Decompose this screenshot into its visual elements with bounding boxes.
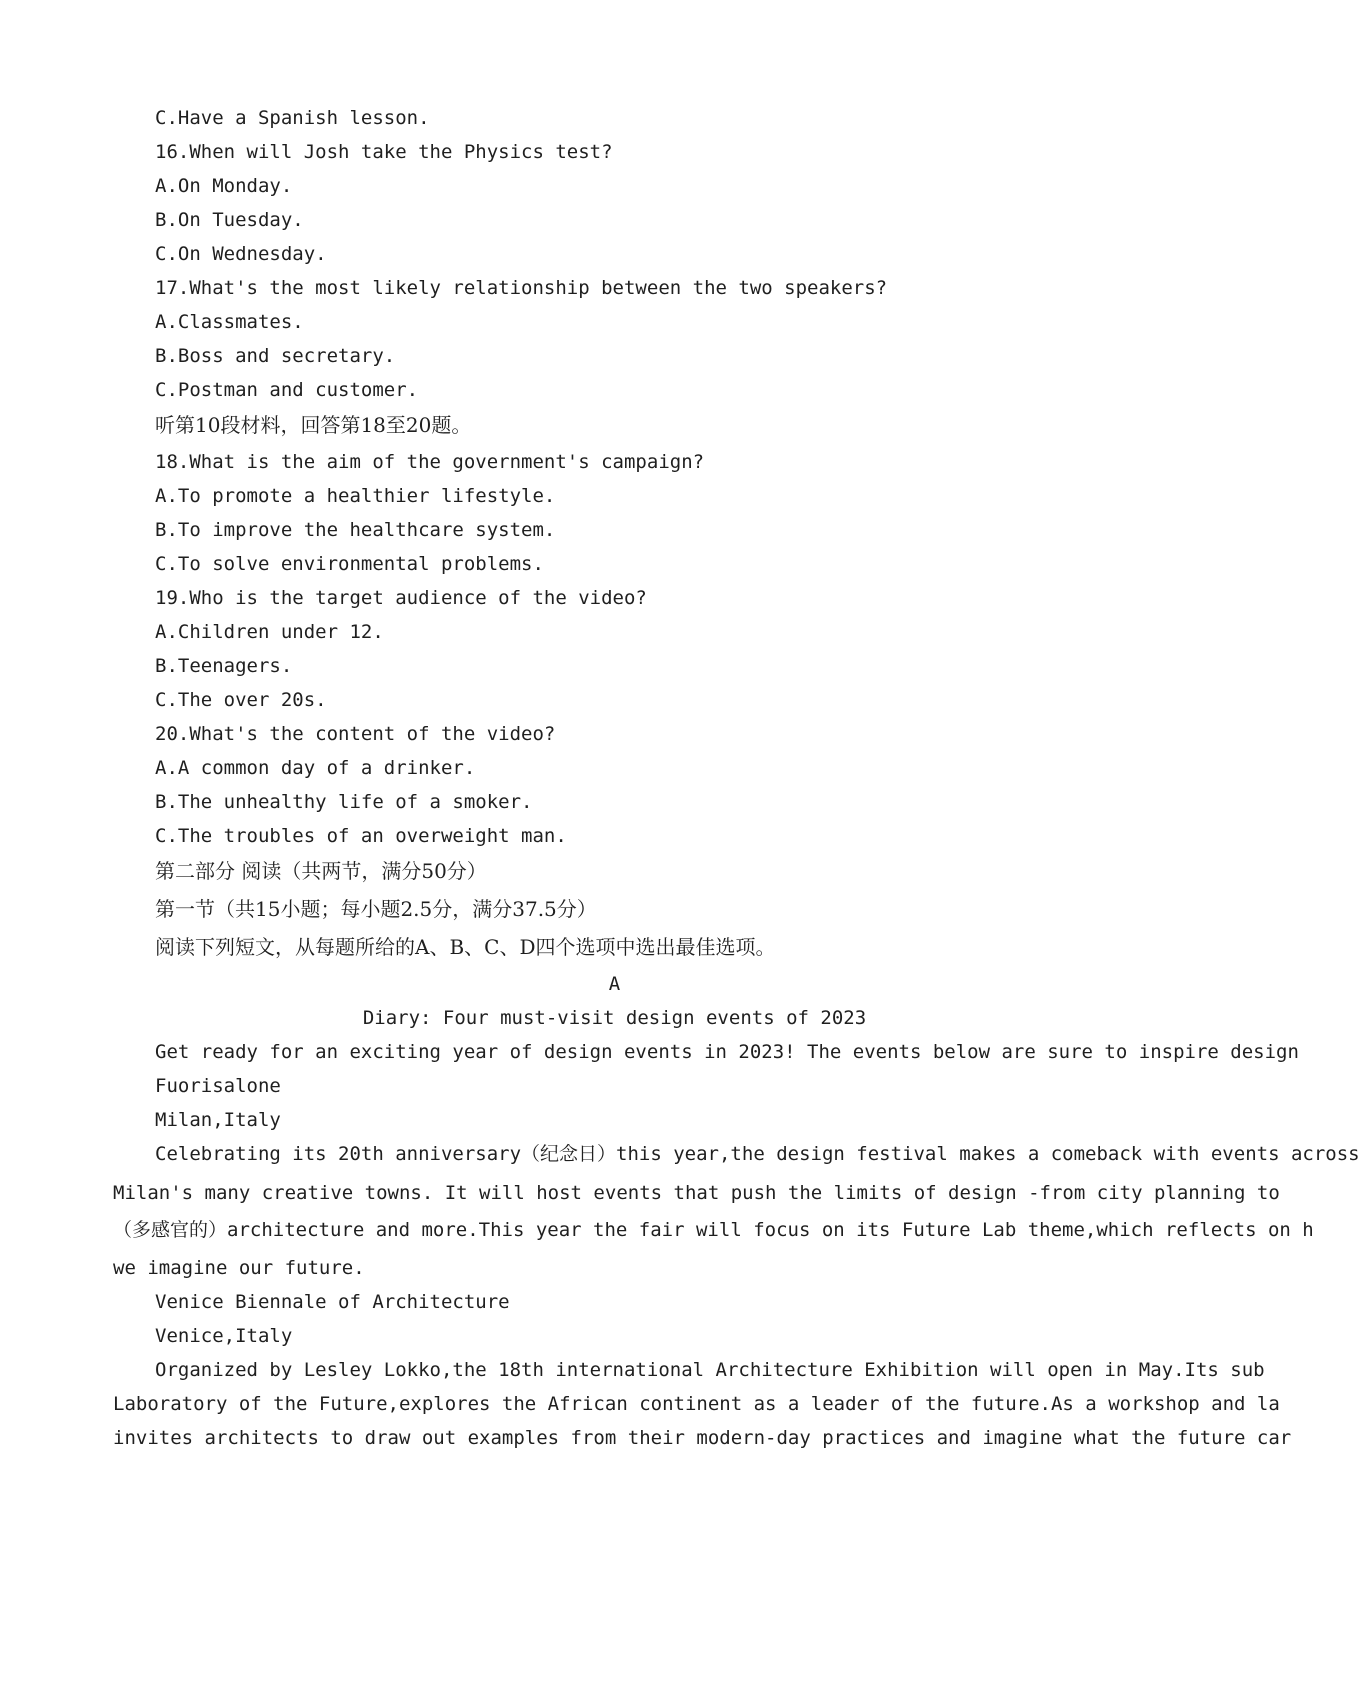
passage-label: A [608, 973, 621, 995]
q16-option-b: B.On Tuesday. [155, 209, 304, 231]
event1-name: Fuorisalone [155, 1075, 281, 1097]
q19-option-c: C.The over 20s. [155, 689, 327, 711]
q17-option-b: B.Boss and secretary. [155, 345, 396, 367]
event1-paragraph-line: Celebrating its 20th anniversary（纪念日）this year,the design festival makes a comeback with events across [155, 1143, 1360, 1165]
q17-option-a: A.Classmates. [155, 311, 304, 333]
passage-intro: Get ready for an exciting year of design events in 2023! The events below are sure to inspire design [155, 1041, 1299, 1063]
q18-option-a: A.To promote a healthier lifestyle. [155, 485, 556, 507]
q19-option-a: A.Children under 12. [155, 621, 384, 643]
q19-option-b: B.Teenagers. [155, 655, 293, 677]
q16-option-a: A.On Monday. [155, 175, 293, 197]
section10-instruction: 听第10段材料，回答第18至20题。 [155, 413, 472, 437]
event2-paragraph-line: Organized by Lesley Lokko,the 18th international Architecture Exhibition will open in May.Its sub [155, 1359, 1265, 1381]
event1-paragraph-line: we imagine our future. [113, 1257, 365, 1279]
reading-part-title: 第二部分 阅读（共两节，满分50分） [155, 859, 487, 883]
event2-paragraph-line: invites architects to draw out examples from their modern-day practices and imagine what the future car [113, 1427, 1292, 1449]
q18-option-b: B.To improve the healthcare system. [155, 519, 556, 541]
q20-option-c: C.The troubles of an overweight man. [155, 825, 567, 847]
event1-paragraph-line: （多感官的）architecture and more.This year the fair will focus on its Future Lab theme,which reflects on h [113, 1219, 1314, 1241]
q16-option-c: C.On Wednesday. [155, 243, 327, 265]
q15-option-c: C.Have a Spanish lesson. [155, 107, 430, 129]
event1-location: Milan,Italy [155, 1109, 281, 1131]
passage-title: Diary: Four must-visit design events of 2023 [362, 1007, 867, 1029]
q18-option-c: C.To solve environmental problems. [155, 553, 544, 575]
q17-question: 17.What's the most likely relationship between the two speakers? [155, 277, 888, 299]
q19-question: 19.Who is the target audience of the video? [155, 587, 647, 609]
q18-question: 18.What is the aim of the government's campaign? [155, 451, 705, 473]
event2-name: Venice Biennale of Architecture [155, 1291, 510, 1313]
event2-location: Venice,Italy [155, 1325, 293, 1347]
q20-option-a: A.A common day of a drinker. [155, 757, 476, 779]
reading-instruction: 阅读下列短文，从每题所给的A、B、C、D四个选项中选出最佳选项。 [155, 935, 776, 959]
event1-paragraph-line: Milan's many creative towns. It will host events that push the limits of design -from city planning to [113, 1182, 1280, 1204]
q17-option-c: C.Postman and customer. [155, 379, 419, 401]
q16-question: 16.When will Josh take the Physics test? [155, 141, 613, 163]
q20-question: 20.What's the content of the video? [155, 723, 556, 745]
event2-paragraph-line: Laboratory of the Future,explores the African continent as a leader of the future.As a workshop and la [113, 1393, 1280, 1415]
q20-option-b: B.The unhealthy life of a smoker. [155, 791, 533, 813]
reading-section-title: 第一节（共15小题；每小题2.5分，满分37.5分） [155, 897, 597, 921]
